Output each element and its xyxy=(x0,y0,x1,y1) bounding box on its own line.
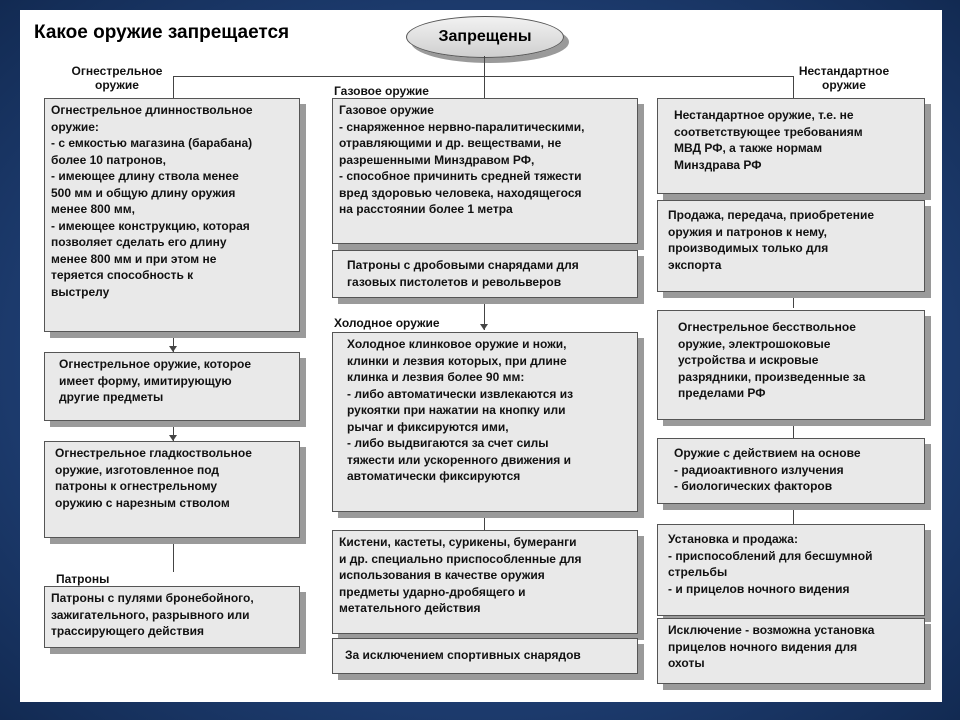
connector xyxy=(484,56,485,76)
box-text-line: - биологических факторов xyxy=(674,479,833,493)
box-text-line: - и прицелов ночного видения xyxy=(668,581,850,596)
box-text-line: трассирующего действия xyxy=(51,624,204,638)
box-text-line: устройства и искровые xyxy=(678,353,819,367)
box-text-line: патроны к огнестрельному xyxy=(55,479,218,493)
box-text-line: экспорта xyxy=(668,257,722,272)
connector xyxy=(793,504,794,524)
connector xyxy=(793,420,794,438)
box-text-line: позволяет сделать его длину xyxy=(51,235,227,249)
box-text-line: прицелов ночного видения для xyxy=(668,639,858,654)
box-text-line: производимых только для xyxy=(668,241,829,255)
box-text-line: стрельбы xyxy=(668,565,728,579)
box-text-line: охоты xyxy=(668,656,705,670)
box-text-line: на расстоянии более 1 метра xyxy=(339,202,513,216)
box-text-line: соответствующее требованиям xyxy=(674,124,863,139)
box-text-line: клинка и лезвия более 90 мм: xyxy=(347,370,525,384)
box-text-line: выстрелу xyxy=(51,284,110,299)
box-nonstandard-sale xyxy=(657,200,925,292)
box-nonstandard-main xyxy=(657,98,925,194)
diagram-slide xyxy=(20,10,942,702)
box-text-line: - способное причинить средней тяжести xyxy=(339,169,582,183)
category-nonstandard: Нестандартное оружие xyxy=(798,64,890,92)
arrow-icon xyxy=(480,324,488,330)
box-text-line: Минздрава РФ xyxy=(674,157,762,172)
box-text-line: предметы ударно-дробящего и xyxy=(339,584,526,599)
box-text-line: и др. специально приспособленные для xyxy=(339,551,582,566)
root-node: Запрещены xyxy=(406,16,564,58)
diagram-title: Какое оружие запрещается xyxy=(34,22,290,43)
box-text-line: более 10 патронов, xyxy=(51,152,167,167)
box-text-line: Продажа, передача, приобретение xyxy=(668,208,875,222)
box-text-line: - с емкостью магазина (барабана) xyxy=(51,136,253,150)
box-text-line: оружие, электрошоковые xyxy=(678,336,831,351)
box-text-line: Патроны с пулями бронебойного, xyxy=(51,591,254,605)
box-text-line: другие предметы xyxy=(59,390,164,404)
box-gas-shot xyxy=(332,250,638,298)
box-firearm-disguised xyxy=(44,352,300,421)
box-text-line: - приспособлений для бесшумной xyxy=(668,548,873,563)
box-text-line: использования в качестве оружия xyxy=(339,568,545,582)
box-text-line: оружию с нарезным стволом xyxy=(55,495,230,510)
box-text-line: Огнестрельное гладкоствольное xyxy=(55,446,252,460)
box-text-line: имеет форму, имитирующую xyxy=(59,373,232,388)
box-text-line: разрешенными Минздравом РФ, xyxy=(339,152,535,167)
connector xyxy=(484,76,485,98)
box-nonstandard-radiation xyxy=(657,438,925,504)
box-text-line: Газовое оружие xyxy=(339,103,434,117)
box-text-line: Холодное клинковое оружие и ножи, xyxy=(347,337,567,351)
box-text-line: клинки и лезвия которых, при длине xyxy=(347,353,567,368)
box-cold-blade xyxy=(332,332,638,512)
box-text-line: автоматически фиксируются xyxy=(347,469,521,483)
box-text-line: Патроны с дробовыми снарядами для xyxy=(347,258,579,272)
box-firearm-smooth xyxy=(44,441,300,538)
box-text-line: Исключение - возможна установка xyxy=(668,623,875,637)
box-text-line: метательного действия xyxy=(339,601,481,615)
box-text-line: Нестандартное оружие, т.е. не xyxy=(674,108,854,122)
box-text-line: МВД РФ, а также нормам xyxy=(674,141,823,155)
box-text-line: - либо автоматически извлекаются из xyxy=(347,386,574,401)
box-text-line: вред здоровью человека, находящегося xyxy=(339,185,582,200)
category-gas: Газовое оружие xyxy=(334,84,429,98)
box-firearm-long xyxy=(44,98,300,332)
box-text-line: Оружие с действием на основе xyxy=(674,446,861,460)
connector xyxy=(484,512,485,530)
box-text-line: разрядники, произведенные за xyxy=(678,369,866,384)
top-connector xyxy=(173,76,793,77)
box-text-line: менее 800 мм и при этом не xyxy=(51,251,217,266)
box-text-line: отравляющими и др. веществами, не xyxy=(339,136,562,150)
connector xyxy=(793,292,794,308)
box-text-line: Огнестрельное оружие, которое xyxy=(59,357,252,371)
category-firearm: Огнестрельное оружие xyxy=(71,64,163,92)
box-text-line: зажигательного, разрывного или xyxy=(51,607,250,622)
category-cartridges: Патроны xyxy=(56,572,110,586)
box-text-line: менее 800 мм, xyxy=(51,202,135,216)
box-text-line: - имеющее конструкцию, которая xyxy=(51,218,250,233)
box-text-line: Кистени, кастеты, сурикены, бумеранги xyxy=(339,535,577,549)
box-text-line: Огнестрельное длинноствольное xyxy=(51,103,253,117)
box-cold-exception xyxy=(332,638,638,674)
box-text-line: Огнестрельное бесствольное xyxy=(678,320,856,334)
box-text-line: - либо выдвигаются за счет силы xyxy=(347,436,549,450)
box-text-line: 500 мм и общую длину оружия xyxy=(51,185,236,200)
box-gas-main xyxy=(332,98,638,244)
box-text-line: газовых пистолетов и револьверов xyxy=(347,274,562,289)
box-text-line: - имеющее длину ствола менее xyxy=(51,169,239,183)
box-text-line: - снаряженное нервно-паралитическими, xyxy=(339,119,585,134)
box-nonstandard-install xyxy=(657,524,925,616)
box-cold-impact xyxy=(332,530,638,634)
box-text-line: рукоятки при нажатии на кнопку или xyxy=(347,403,566,417)
box-nonstandard-barrelless xyxy=(657,310,925,420)
box-cartridges xyxy=(44,586,300,648)
category-cold: Холодное оружие xyxy=(334,316,440,330)
box-text-line: рычаг и фиксируются ими, xyxy=(347,419,509,434)
connector xyxy=(173,538,174,572)
box-text-line: оружие, изготовленное под xyxy=(55,462,220,477)
box-text-line: тяжести или ускоренного движения и xyxy=(347,452,572,467)
box-text-line: оружия и патронов к нему, xyxy=(668,224,827,239)
box-text-line: пределами РФ xyxy=(678,386,766,400)
box-text-line: За исключением спортивных снарядов xyxy=(345,648,581,662)
box-text-line: - радиоактивного излучения xyxy=(674,462,844,477)
box-text-line: теряется способность к xyxy=(51,268,194,282)
box-text-line: Установка и продажа: xyxy=(668,532,798,546)
box-text-line: оружие: xyxy=(51,119,99,134)
box-nonstandard-exception xyxy=(657,618,925,684)
